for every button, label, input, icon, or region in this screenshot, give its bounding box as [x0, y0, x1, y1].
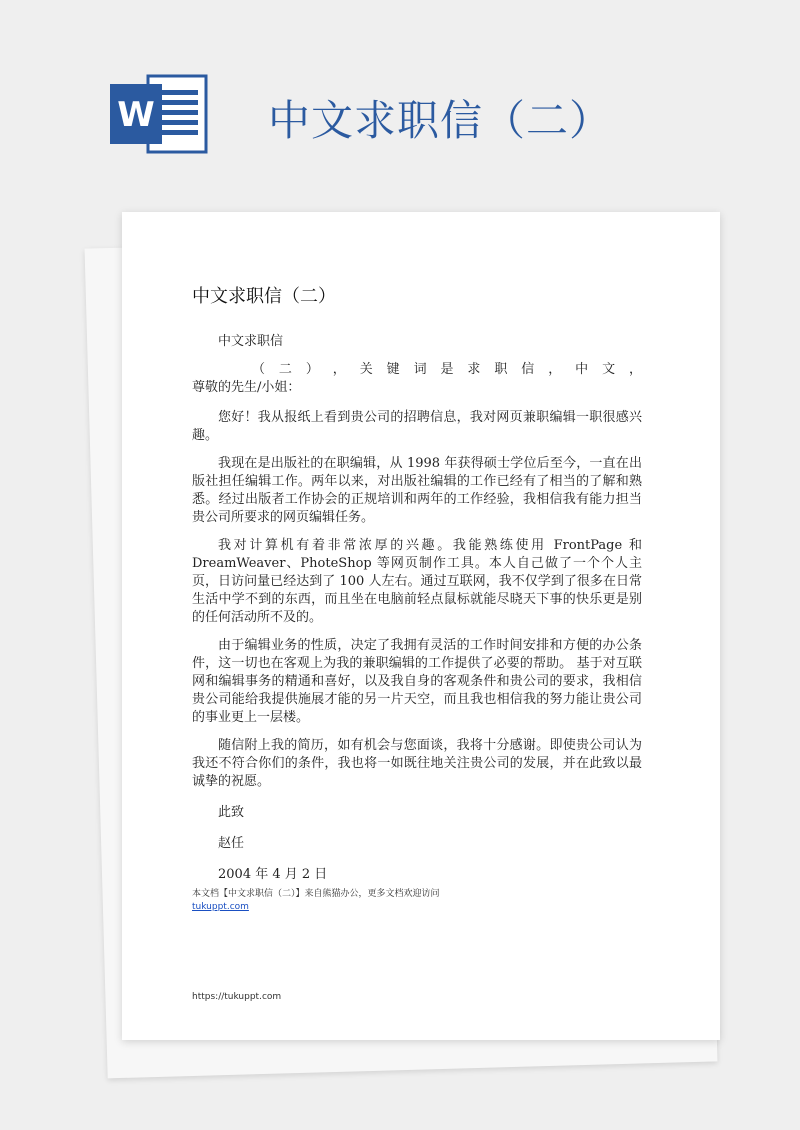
- word-document-icon: [110, 72, 210, 156]
- signature: 赵任: [218, 836, 245, 851]
- footer-link[interactable]: tukuppt.com: [192, 902, 249, 912]
- paragraph-3: 我对计算机有着非常浓厚的兴趣。我能熟练使用 FrontPage 和 DreamWeaver、PhoteShop 等网页制作工具。本人自己做了一个个人主页，日访问量已经达到了 100 人左右。通过互联网，我不仅学到了很多在日常生活中学不到的东西，而且坐在电脑前轻点鼠标就能尽晓天下事的快乐更是别的任何活动所不及的。: [192, 538, 642, 625]
- keywords-line: （ 二 ） ， 关 键 词 是 求 职 信 ， 中 文 ，: [252, 362, 642, 377]
- document-page: [122, 212, 720, 1040]
- closing: 此致: [218, 805, 245, 820]
- word-icon-letter: W: [117, 95, 155, 135]
- paragraph-4: 由于编辑业务的性质，决定了我拥有灵活的工作时间安排和方便的办公条件，这一切也在客观上为我的兼职编辑的工作提供了必要的帮助。 基于对互联网和编辑事务的精通和喜好，以及我自身的客观条件和贵公司的要求，我相信贵公司能给我提供施展才能的另一片天空，而且我也相信我的努力能让贵公司的事业更上一层楼。: [192, 638, 642, 725]
- paragraph-5: 随信附上我的简历，如有机会与您面谈，我将十分感谢。即使贵公司认为我还不符合你们的条件，我也将一如既往地关注贵公司的发展，并在此致以最诚挚的祝愿。: [192, 738, 642, 789]
- footer-note-text: 本文档【中文求职信（二）】来自熊猫办公，更多文档欢迎访问: [192, 889, 440, 899]
- date: 2004 年 4 月 2 日: [218, 867, 328, 882]
- document-title: 中文求职信（二）: [192, 286, 336, 307]
- greeting: 尊敬的先生/小姐：: [192, 380, 301, 395]
- paragraph-2: 我现在是出版社的在职编辑，从 1998 年获得硕士学位后至今，一直在出版社担任编辑工作。两年以来，对出版社编辑的工作已经有了相当的了解和熟悉。经过出版者工作协会的正规培训和两年的工作经验，我相信我有能力担当贵公司所要求的网页编辑任务。: [192, 456, 642, 525]
- document-content: [192, 282, 642, 894]
- header: [0, 0, 800, 200]
- page-title: 中文求职信（二）: [268, 96, 613, 145]
- paragraph-1: 您好！我从报纸上看到贵公司的招聘信息，我对网页兼职编辑一职很感兴趣。: [192, 410, 642, 443]
- bottom-url: https://tukuppt.com: [192, 992, 282, 1002]
- footer-note: [192, 888, 652, 914]
- document-subtitle: 中文求职信: [218, 334, 284, 349]
